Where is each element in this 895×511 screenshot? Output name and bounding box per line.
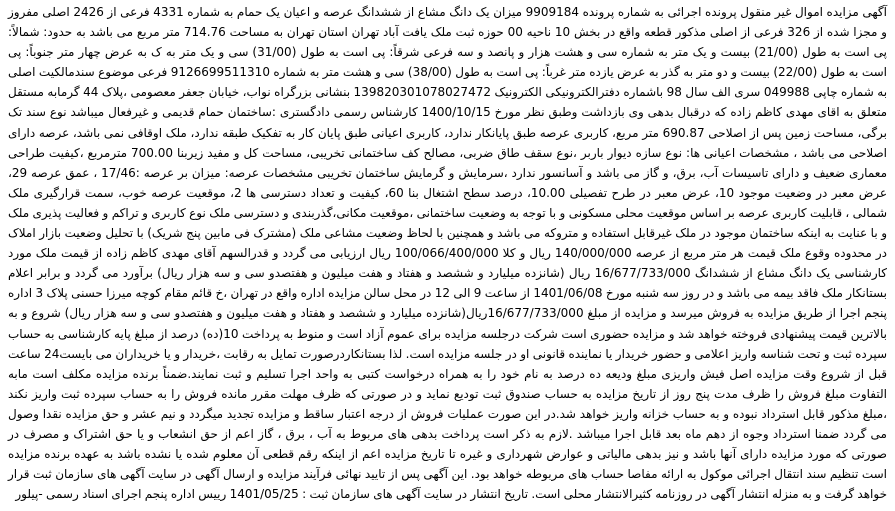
notice-body-text: آگهی مزایده اموال غیر منقول پرونده اجرائی به شماره پرونده 9909184 میزان یک دانگ مشاع از ششدانگ عرصه و اعیان یک حمام به شماره 4331 فرعی از 2426 اصلی مفروز و مجزا شده از 326 فرعی از اصلی مذکور قطعه واقع در بخش 10 ناحیه 00 حوزه ثبت ملک یافت آباد تهران استان تهران به مساحت 714.76 متر مربع می باشد به حدود: شمالاً: پی است به طول (21/00) بیست و یک متر به شماره سی و هشت هزار و پانصد و سه فرعی شرقاً: پی است به طول (31/00) سی و یک متر به ک به عرض چهار متر جنوباً: پی است به طول (22/00) بیست و دو متر به گذر به عرض یازده متر غرباً: پی است به طول (38/00) سی و هشت متر به شماره 9126699511310 فرعی موضوع سندمالکیت اصلی به شماره چاپی 049988 سری الف سال 98 باشماره دفترالکترونیکی الکترونیک 139820301078027472 بنشانی بزرگراه نواب، خیابان جعفر معصومی ،پلاک 44 گرمابه مستقل متعلق به اقای مهدی کاظم زاده که درقبال بدهی وی بازداشت وطبق نظر مورخ 1400/10/15 کارشناس رسمی دادگستری :ساختمان حمام قدیمی و غیرفعال میباشد نوع سند تک برگی، مساحت زمین پس از اصلاحی 690.87 متر مربع، کاربری عرصه طبق پایانکار ندارد، کاربری اعیانی طبق پایان کار به تفکیک طبقه ندارد، ملک اوقافی نمی باشد، عرصه دارای اصلاحی می باشد ، مشخصات اعیانی ها: نوع سازه دیوار باربر ،نوع سقف طاق ضربی، مصالح کف ساختمانی تخریبی، مساحت کل و مفید زیربنا 700.00 مترمربع ،کیفیت طراحی معماری ضعیف و دارای تاسیسات آب، برق، و گاز می باشد و آسانسور ندارد ،سرمایش و گرمایش ساختمان تخریبی مشخصات عرصه: میزان بر عرصه :17/46 ، عمق عرصه 29، عرض معبر در وضعیت موجود 10، عرض معبر در طرح تفصیلی 10.00، درصد سطح اشتغال بنا 60، کیفیت و تعداد دسترسی ها 2، موقعیت عرصه خوب، سمت قرارگیری ملک شمالی ، قابلیت کاربری عرصه بر اساس موقعیت محلی مسکونی و با توجه به وضعیت ساختمانی ،موقعیت مکانی،گذربندی و دسترسی ملک نوع کاربری و تراکم و فعالیت پذیری ملک و با عنایت به اینکه ساختمان موجود در ملک غیرقابل استفاده و متروکه می باشد و همچنین با لحاظ وضعیت مشاعی ملک (مشترک فی مابین پنج شریک) با تحلیل وضعیت بازار املاک در محدوده وقوع ملک قیمت هر متر مربع از عرصه 140/000/000 ریال و کلا 100/066/400/000 ریال ارزیابی می گردد و قدرالسهم آقای مهدی کاظم زاده از قیمت ملک مورد کارشناسی یک دانگ مشاع از ششدانگ 16/677/733/000 ریال (شانزده میلیارد و ششصد و هفتاد و هفت میلیون و هفتصدو سی و سه هزار ریال) برآورد می گردد و برابر اعلام بستانکار ملک فاقد بیمه می باشد و در روز سه شنبه مورخ 1401/06/08 از ساعت 9 الی 12 در محل سالن مزایده اداره واقع در تهران ،خ قائم مقام کوچه میرزا حسنی پلاک 3 اداره پنجم اجرا از طریق مزایده به فروش میرسد و مزایده از مبلغ 16/677/733/000ریال(شانزده میلیارد و ششصد و هفتاد و هفت میلیون و هفتصدو سی و سه هزار ریال) شروع و به بالاترین قیمت پیشنهادی فروخته خواهد شد و مزایده حضوری است شرکت درجلسه مزایده برای عموم آزاد است و منوط به پرداخت 10(ده) درصد از مبلغ پایه کارشناسی به حساب سپرده ثبت و تحت شناسه واریز اعلامی و حضور خریدار یا نماینده قانونی او در جلسه مزایده است. لذا بستانکاردرصورت تمایل به رقابت ،خریدار و یا خریداران می بایست24 ساعت قبل از شروع وقت مزایده اصل فیش واریزی مبلغ ودیعه ده درصد به نام خود را به همراه درخواست کتبی به واحد اجرا تسلیم و ثبت نمایند.ضمناً برنده مزایده مکلف است مابه التفاوت مبلغ فروش را ظرف مدت پنج روز از تاریخ مزایده به حساب صندوق ثبت تودیع نماید و در صورتی که ظرف مهلت مقرر مانده فروش را به حساب سپرده ثبت واریز نکند ،مبلغ مذکور قابل استرداد نبوده و به حساب خزانه واریز خواهد شد.در این صورت عملیات فروش از درجه اعتبار ساقط و مزایده تجدید میگردد و نیم عشر و حق مزایده نقدا وصول می گردد ضمنا استرداد وجوه از دهم ماه بعد قابل اجرا میباشد .لازم به ذکر است پرداخت بدهی های مربوط به آب ، برق ، گاز اعم از حق انشعاب و یا حق اشتراک و مصرف در صورتی که مورد مزایده دارای آنها باشد و نیز بدهی مالیاتی و عوارض شهرداری و غیره تا تاریخ مزایده اعم از اینکه رقم قطعی آن معلوم شده یا نشده باشد به عهده برنده مزایده است تنظیم سند انتقال اجرائی موکول به ارائه مفاصا حساب های مربوطه خواهد بود. این آگهی پس از تایید نهائی فرآیند مزایده و ارسال آگهی در سایت آگهی های سازمان ثبت قرار خواهد گرفت و به منزله انتشار آگهی در روزنامه کثیرالانتشار محلی است. تاریخ انتشار در سایت آگهی های سازمان ثبت : 1401/05/25 رییس اداره پنجم اجرای اسناد رسمی -پیلور — [8, 5, 888, 502]
